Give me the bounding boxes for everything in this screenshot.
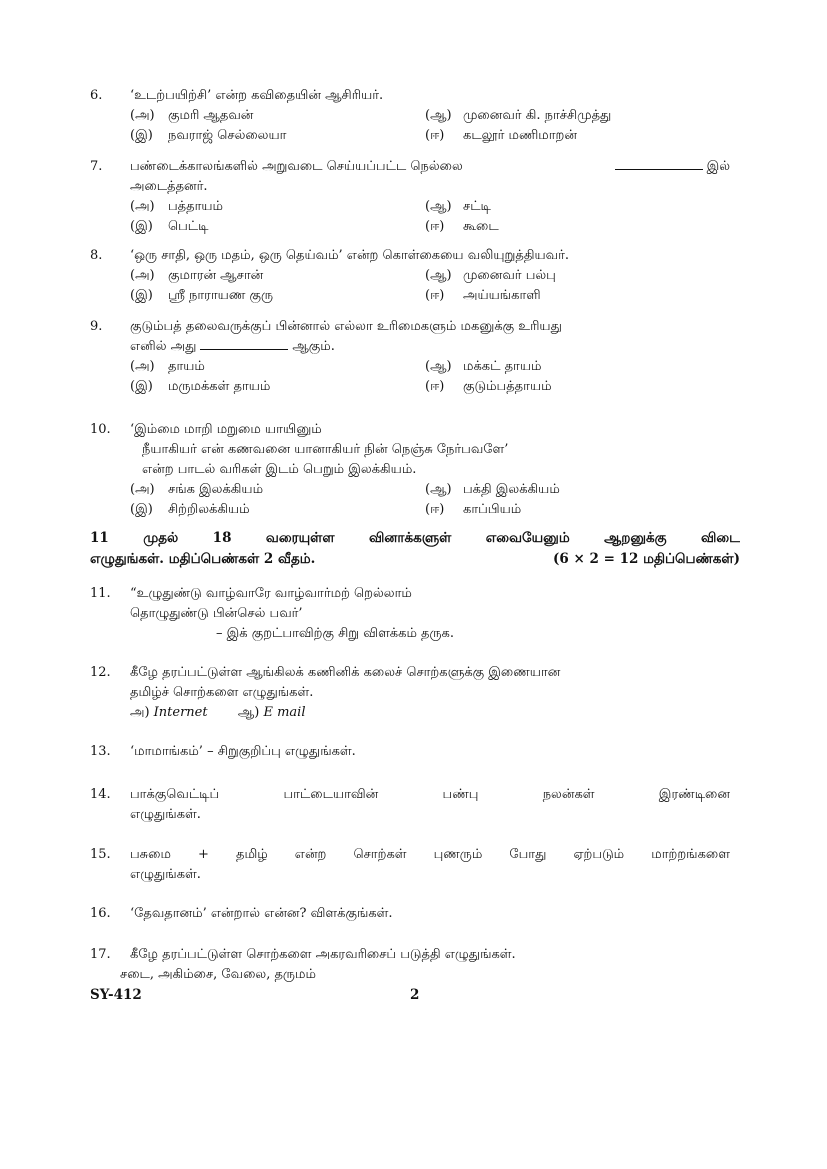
option-label: (ஆ) [425,482,452,497]
option-label: அ) [130,705,150,720]
question-word: + [198,847,209,862]
option-text: சட்டி [463,199,491,214]
instruction-word: எவையேனும் [485,530,570,546]
question-text [130,420,730,480]
question-number: 14. [90,787,111,802]
option-text: மருமக்கள் தாயம் [168,379,271,394]
marks-allocation: (6 × 2 = 12 மதிப்பெண்கள்) [553,551,740,567]
option-d [425,217,725,237]
option-label: (அ) [130,199,155,214]
option-b [425,197,725,217]
option-c [130,500,425,520]
instruction-word: விடை [701,530,740,546]
question-text-part: இல் [706,159,730,174]
question-text [130,157,730,197]
question-text-line: அடைத்தனர். [130,179,208,194]
option-label: (இ) [130,128,153,143]
question-word: ஏற்படும் [573,847,625,862]
instruction-word: முதல் [143,530,179,546]
question-word: பாட்டையாவின் [283,787,379,802]
option-c [130,126,425,146]
option-text: கூடை [463,219,499,234]
option-label: (இ) [130,219,153,234]
question-text-part: பண்டைக்காலங்களில் அறுவடை செய்யப்பட்ட நெல்லை [130,159,463,174]
option-d [425,377,725,397]
options [130,106,730,146]
question-15 [90,845,730,885]
option-b [425,357,725,377]
question-word: போது [509,847,547,862]
question-number: 17. [90,947,111,962]
question-word: பசுமை [130,847,171,862]
question-text-line: கீழே தரப்பட்டுள்ள ஆங்கிலக் கணினிக் கலைச் சொற்களுக்கு இணையான [130,665,561,680]
option-text: கடலூர் மணிமாறன் [463,128,577,143]
option-a [130,197,425,217]
option-text: சங்க இலக்கியம் [168,482,264,497]
question-11 [90,584,730,644]
option-label: (ஈ) [425,379,445,394]
question-13 [90,742,730,762]
option-label: (ஈ) [425,502,445,517]
question-text [130,845,730,885]
page-number: 2 [410,987,420,1003]
option-text: மக்கட் தாயம் [463,359,542,374]
question-17 [90,945,730,985]
paper-code: SY-412 [90,987,142,1003]
option-b [425,480,725,500]
question-word: தமிழ் [235,847,268,862]
option-text: அய்யங்காளி [463,288,541,303]
option-text: பக்தி இலக்கியம் [463,482,560,497]
question-text-line: – இக் குறட்பாவிற்கு சிறு விளக்கம் தருக. [216,626,454,641]
question-number: 9. [90,319,103,334]
question-word: இரண்டினை [658,787,730,802]
section-instructions-line [90,549,740,570]
poem-line: “உழுதுண்டு வாழ்வாரே வாழ்வார்மற் றெல்லாம் [130,586,412,601]
question-text-line: கீழே தரப்பட்டுள்ள சொற்களை அகரவரிசைப் படுத்தி எழுதுங்கள். [130,947,516,962]
option-label: (ஆ) [425,199,452,214]
option-label: (இ) [130,502,153,517]
option-label: (ஈ) [425,128,445,143]
word-list: சடை, அகிம்சை, வேலை, தருமம் [120,967,316,982]
question-16 [90,904,730,924]
question-text: ‘தேவதானம்’ என்றால் என்ன? விளக்குங்கள். [130,906,393,921]
term-internet: Internet [153,705,208,720]
question-text: ‘உடற்பயிற்சி’ என்ற கவிதையின் ஆசிரியர். [130,88,384,103]
option-a [130,106,425,126]
option-text: குடும்பத்தாயம் [463,379,552,394]
question-text: ‘மாமாங்கம்’ – சிறுகுறிப்பு எழுதுங்கள். [130,744,356,759]
option-text: குமரி ஆதவன் [168,108,254,123]
question-word: மாற்றங்களை [651,847,730,862]
question-8 [90,246,730,306]
option-d [425,500,725,520]
question-number: 13. [90,744,111,759]
question-number: 6. [90,88,103,103]
term-email: E mail [263,705,306,720]
question-number: 11. [90,586,111,601]
question-number: 7. [90,159,103,174]
question-7 [90,157,730,237]
option-label: ஆ) [237,705,260,720]
question-word: பண்பு [442,787,479,802]
options [130,357,730,397]
option-label: (ஆ) [425,108,452,123]
question-text-part: ஆகும். [292,339,335,354]
option-a [130,357,425,377]
option-text: சிற்றிலக்கியம் [168,502,250,517]
option-d [425,126,725,146]
question-text-part: எனில் அது [130,339,197,354]
option-a [130,266,425,286]
question-number: 12. [90,665,111,680]
question-text-line: தமிழ்ச் சொற்களை எழுதுங்கள். [130,685,314,700]
question-text-line [130,845,730,865]
options [130,480,730,520]
option-text: பெட்டி [168,219,209,234]
instruction-word: வரையுள்ள [265,530,335,546]
question-text-line: குடும்பத் தலைவருக்குப் பின்னால் எல்லா உரிமைகளும் மகனுக்கு உரியது [130,319,562,334]
option-text: நவராஜ் செல்லையா [168,128,287,143]
option-label: (அ) [130,359,155,374]
question-text-line: எழுதுங்கள். [130,867,201,882]
options [130,197,730,237]
question-number: 16. [90,906,111,921]
question-text-line: என்ற பாடல் வரிகள் இடம் பெறும் இலக்கியம். [142,462,417,477]
option-label: (அ) [130,108,155,123]
option-label: (அ) [130,268,155,283]
instruction-word: ஆறனுக்கு [604,530,667,546]
question-12 [90,663,730,723]
question-number: 10. [90,422,111,437]
option-c [130,217,425,237]
option-label: (இ) [130,379,153,394]
question-text [130,785,730,825]
option-d [425,286,725,306]
question-text [130,584,730,644]
question-6 [90,86,730,146]
option-label: (ஈ) [425,288,445,303]
answer-blank [615,157,703,170]
option-c [130,377,425,397]
option-text: பத்தாயம் [168,199,224,214]
option-label: (ஆ) [425,359,452,374]
section-instructions-line [90,528,740,549]
question-9 [90,317,730,397]
option-c [130,286,425,306]
option-text: காப்பியம் [463,502,522,517]
question-text [130,663,730,723]
options [130,266,730,306]
poem-line: தொழுதுண்டு பின்செல் பவர்’ [130,606,303,621]
question-10 [90,420,730,520]
poem-line: நீயாகியர் என் கணவனை யானாகியர் நின் நெஞ்சு நேர்பவளே’ [142,442,509,457]
option-a [130,480,425,500]
answer-blank [200,337,288,350]
option-b [425,266,725,286]
question-text-line [130,785,730,805]
option-text: ஸ்ரீ நாராயண குரு [168,288,274,303]
section-instructions [90,528,740,570]
option-label: (அ) [130,482,155,497]
question-text-line: எழுதுங்கள். [130,807,201,822]
option-text: முனைவர் கி. நாச்சிமுத்து [463,108,612,123]
instruction-word: வினாக்களுள் [368,530,452,546]
question-text [130,317,730,357]
question-text [120,945,730,985]
question-word: புணரும் [433,847,483,862]
question-word: பாக்குவெட்டிப் [130,787,220,802]
option-b [425,106,725,126]
option-label: (ஆ) [425,268,452,283]
poem-line: ‘இம்மை மாறி மறுமை யாயினும் [130,422,322,437]
instruction-word: 18 [212,530,232,546]
option-text: குமாரன் ஆசான் [168,268,264,283]
question-word: என்ற [294,847,327,862]
instruction-text: எழுதுங்கள். மதிப்பெண்கள் 2 வீதம். [90,551,316,567]
question-14 [90,785,730,825]
question-word: நலன்கள் [542,787,595,802]
question-word: சொற்கள் [353,847,407,862]
option-text: தாயம் [168,359,205,374]
term-options [130,703,730,723]
option-label: (இ) [130,288,153,303]
question-text: ‘ஒரு சாதி, ஒரு மதம், ஒரு தெய்வம்’ என்ற கொள்கையை வலியுறுத்தியவர். [130,248,570,263]
instruction-word: 11 [90,530,109,546]
question-number: 8. [90,248,103,263]
question-number: 15. [90,847,111,862]
option-text: முனைவர் பல்பு [463,268,556,283]
option-label: (ஈ) [425,219,445,234]
